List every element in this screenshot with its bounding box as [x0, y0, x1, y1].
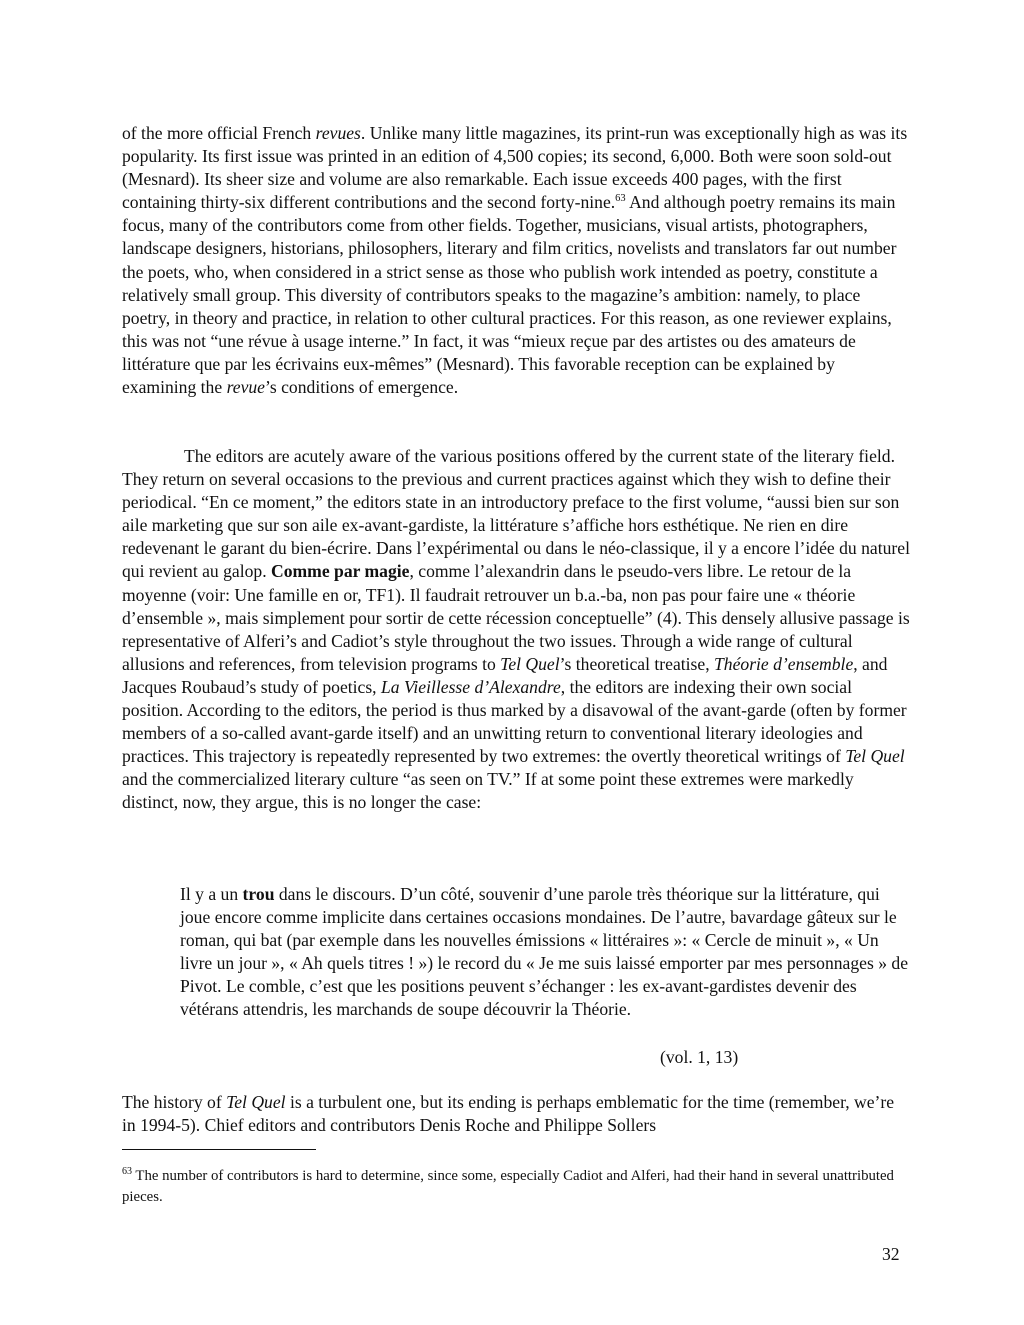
italic-run: Tel Quel: [226, 1092, 286, 1112]
text-run: dans le discours. D’un côté, souvenir d’une parole très théorique sur la littérature, qui joue encore comme implicite dans certaines occasions mondaines. De l’autre, bavardage gâteux sur le roman, qui bat (par exemple dans les nouvelles émissions « littéraires »: « Cercle de minuit », « Un livre un jour », « Ah quels titres ! ») le record du « Je me suis laissé emporter par mes personnages » de Pivot. Le comble, c’est que les positions peuvent s’échanger : les ex-avant-gardistes devenir des vétérans attendris, les marchands de soupe découvrir la Théorie.: [180, 884, 909, 1020]
text-run: And although poetry remains its main focus, many of the contributors come from other fields. Together, musicians, visual artists, photographers, landscape designers, historians, philosophers, literary and film critics, novelists and translators far out number the poets, who, when considered in a strict sense as those who publish work intended as poetry, constitute a relatively small group. This diversity of contributors speaks to the magazine’s ambition: namely, to place poetry, in theory and practice, in relation to other cultural practices. For this reason, as one reviewer explains, this was not “une révue à usage interne.” In fact, it was “mieux reçue par des artistes ou des amateurs de littérature que par les écrivains eux-mêmes” (Mesnard). This favorable reception can be explained by examining the: [122, 192, 897, 398]
paragraph-2: [122, 445, 910, 815]
footnote-reference[interactable]: 63: [615, 193, 626, 205]
italic-run: revues: [315, 123, 361, 143]
text-run: The editors are acutely aware of the various positions offered by the current state of the literary field. They return on several occasions to the previous and current practices against which they wish to define their periodical. “En ce moment,” the editors state in an introductory preface to the first volume, “aussi bien sur son aile marketing que sur son aile ex-avant-gardiste, la littérature s’affiche hors esthétique. Ne rien en dire redevenant le garant du bien-écrire. Dans l’expérimental ou dans le néo-classique, il y a encore l’idée du naturel qui revient au galop.: [122, 446, 910, 582]
text-run: , the editors are indexing their own social position. According to the editors, the period is thus marked by a disavowal of the avant-garde (often by former members of a so-called avant-garde itself) and an unwitting return to conventional literary ideologies and practices. This trajectory is repeatedly represented by two extremes: the overtly theoretical writings of: [122, 676, 907, 767]
footnote-number: 63: [122, 1166, 132, 1177]
text-run: Il y a un: [180, 884, 243, 904]
quote-citation: (vol. 1, 13): [660, 1047, 739, 1067]
footnote-separator: [122, 1149, 316, 1150]
text-run: and the commercialized literary culture “as seen on TV.” If at some point these extremes were markedly distinct, now, they argue, this is no longer the case:: [122, 769, 854, 813]
block-quote: [180, 883, 908, 1022]
bold-run: trou: [242, 884, 275, 904]
paragraph-3: [122, 1091, 910, 1137]
italic-run: Tel Quel: [845, 746, 905, 767]
italic-run: Tel Quel: [500, 653, 560, 674]
text-run: The history of: [122, 1092, 227, 1112]
text-run: ’s theoretical treatise,: [559, 653, 714, 674]
footnote: [122, 1161, 902, 1208]
text-run: , and Jacques Roubaud’s study of poetics,: [122, 653, 888, 697]
italic-run: La Vieillesse d’Alexandre: [380, 676, 561, 697]
text-run: of the more official French: [122, 123, 316, 143]
italic-run: Théorie d’ensemble: [714, 653, 854, 674]
text-run: , comme l’alexandrin dans le pseudo-vers libre. Le retour de la moyenne (voir: Une famille en or, TF1). Il faudrait retrouver un b.a.-ba, non pas pour faire une « théorie d’ensemble », mais simplement pour sortir de cette récession conceptuelle” (4). This densely allusive passage is representative of Alferi’s and Cadiot’s style throughout the two issues. Through a wide range of cultural allusions and references, from television programs to: [122, 561, 910, 674]
text-run: is a turbulent one, but its ending is perhaps emblematic for the time (remember, we’re in 1994-5). Chief editors and contributors Denis Roche and Philippe Sollers: [122, 1092, 895, 1136]
paragraph-1: [122, 122, 910, 399]
italic-run: revue: [226, 377, 265, 398]
page-number: 32: [882, 1244, 900, 1264]
text-run: ’s conditions of emergence.: [264, 377, 459, 398]
text-run: . Unlike many little magazines, its print-run was exceptionally high as was its popularity. Its first issue was printed in an edition of 4,500 copies; its second, 6,000. Both were soon sold-out (Mesnard). Its sheer size and volume are also remarkable. Each issue exceeds 400 pages, with the first containing thirty-six different contributions and the second forty-nine.: [122, 123, 908, 213]
footnote-text: The number of contributors is hard to determine, since some, especially Cadiot and Alferi, had their hand in several unattributed pieces.: [122, 1168, 894, 1205]
bold-run: Comme par magie: [271, 561, 410, 582]
